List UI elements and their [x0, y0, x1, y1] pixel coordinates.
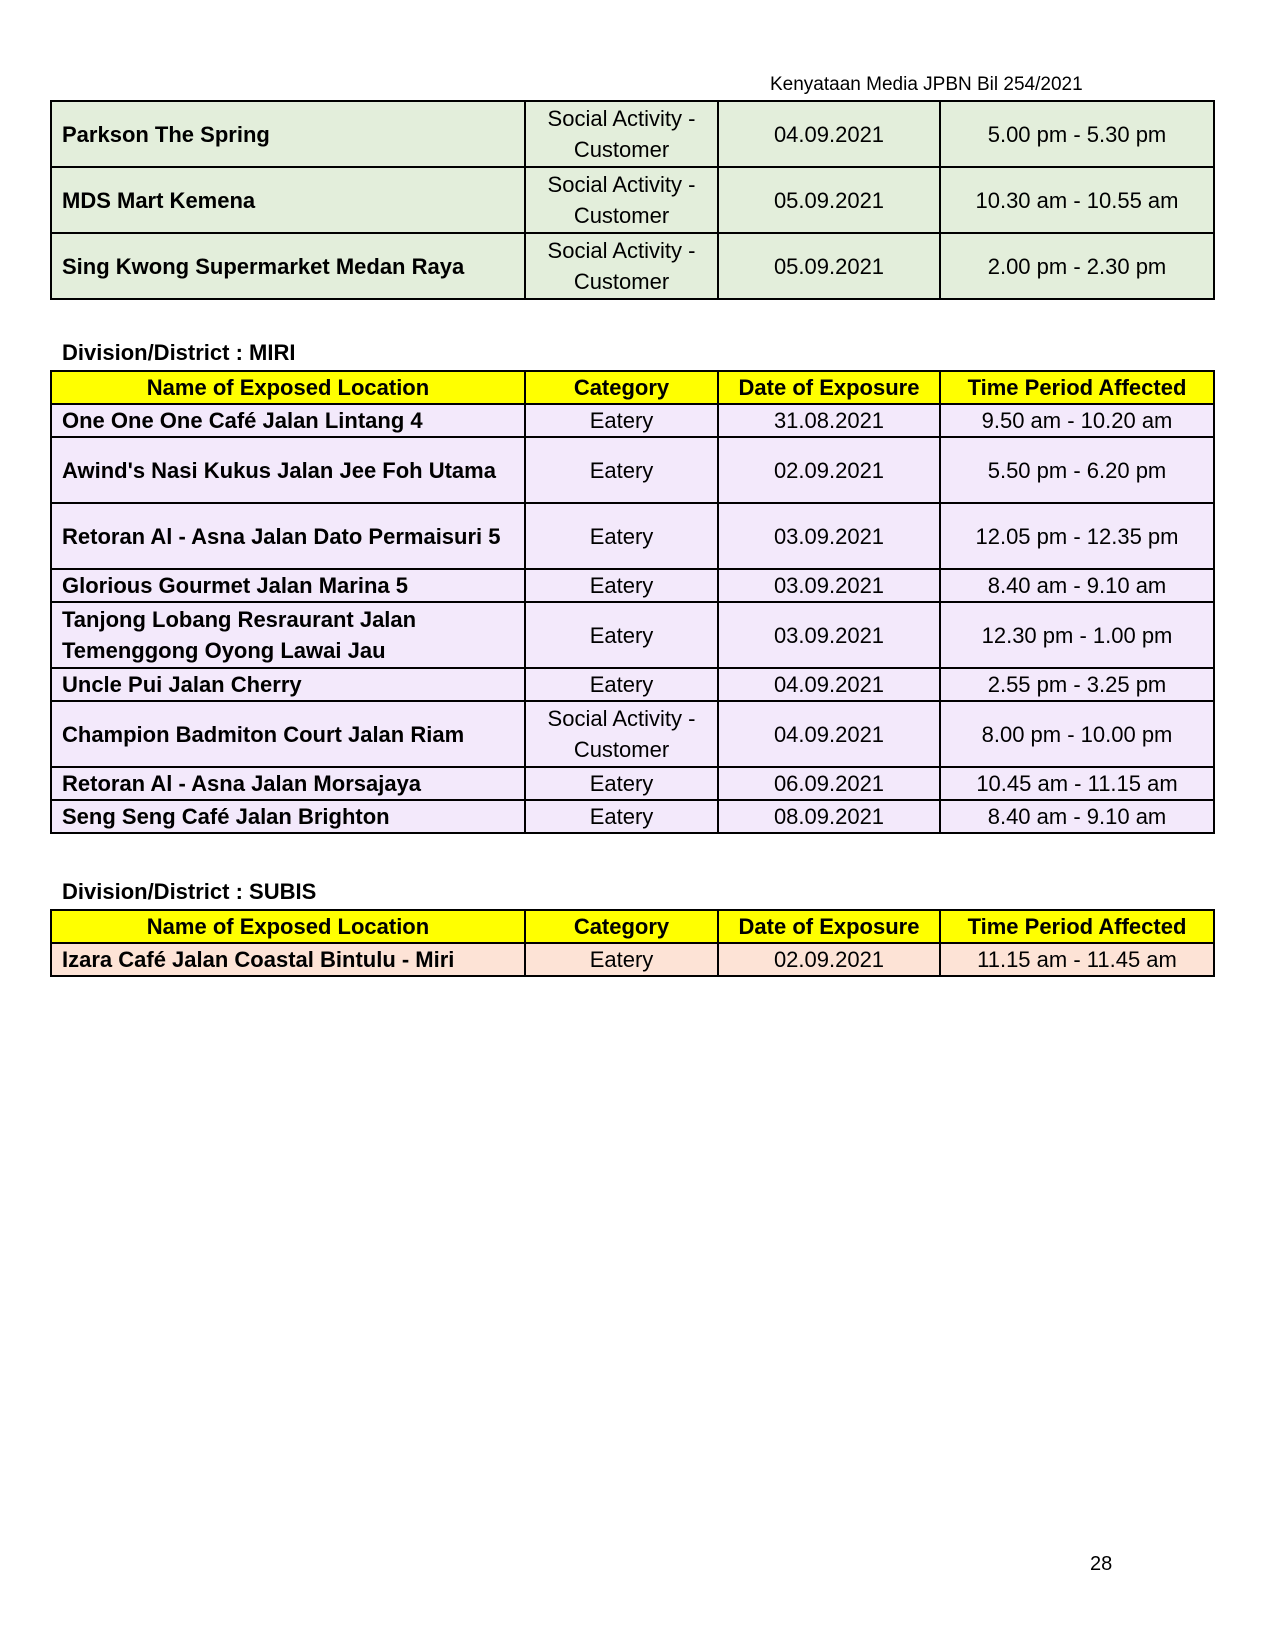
table-header-row — [51, 910, 1214, 943]
table-row — [51, 602, 1214, 668]
exposure-date: 04.09.2021 — [718, 701, 940, 767]
category: Eatery — [525, 404, 718, 437]
header-time: Time Period Affected — [940, 371, 1214, 404]
table-row — [51, 767, 1214, 800]
header-category: Category — [525, 371, 718, 404]
category: Eatery — [525, 668, 718, 701]
category: Social Activity - Customer — [525, 167, 718, 233]
exposure-date: 04.09.2021 — [718, 668, 940, 701]
location-name: Seng Seng Café Jalan Brighton — [51, 800, 525, 833]
exposure-date: 03.09.2021 — [718, 569, 940, 602]
exposure-date: 08.09.2021 — [718, 800, 940, 833]
header-location: Name of Exposed Location — [51, 910, 525, 943]
table-row — [51, 668, 1214, 701]
location-name: Retoran Al - Asna Jalan Dato Permaisuri 5 — [51, 503, 525, 569]
category: Eatery — [525, 569, 718, 602]
time-period: 10.30 am - 10.55 am — [940, 167, 1214, 233]
miri-table — [50, 370, 1215, 834]
category: Eatery — [525, 503, 718, 569]
table-row — [51, 437, 1214, 503]
exposure-date: 02.09.2021 — [718, 943, 940, 976]
location-name: One One One Café Jalan Lintang 4 — [51, 404, 525, 437]
section-label-subis: Division/District : SUBIS — [62, 879, 317, 904]
exposure-date: 03.09.2021 — [718, 602, 940, 668]
location-name: Sing Kwong Supermarket Medan Raya — [51, 233, 525, 299]
time-period: 5.50 pm - 6.20 pm — [940, 437, 1214, 503]
time-period: 8.00 pm - 10.00 pm — [940, 701, 1214, 767]
category: Eatery — [525, 602, 718, 668]
location-name: Champion Badmiton Court Jalan Riam — [51, 701, 525, 767]
exposure-date: 03.09.2021 — [718, 503, 940, 569]
table-row — [51, 233, 1214, 299]
table-row — [51, 404, 1214, 437]
exposure-date: 05.09.2021 — [718, 167, 940, 233]
time-period: 5.00 pm - 5.30 pm — [940, 101, 1214, 167]
location-name: Tanjong Lobang Resraurant Jalan Temenggong Oyong Lawai Jau — [51, 602, 525, 668]
time-period: 8.40 am - 9.10 am — [940, 800, 1214, 833]
page-number: 28 — [1090, 1553, 1113, 1575]
time-period: 10.45 am - 11.15 am — [940, 767, 1214, 800]
exposure-date: 02.09.2021 — [718, 437, 940, 503]
time-period: 2.00 pm - 2.30 pm — [940, 233, 1214, 299]
category: Social Activity - Customer — [525, 101, 718, 167]
time-period: 11.15 am - 11.45 am — [940, 943, 1214, 976]
table-row — [51, 800, 1214, 833]
location-name: Retoran Al - Asna Jalan Morsajaya — [51, 767, 525, 800]
category: Eatery — [525, 800, 718, 833]
location-name: Glorious Gourmet Jalan Marina 5 — [51, 569, 525, 602]
location-name: Izara Café Jalan Coastal Bintulu - Miri — [51, 943, 525, 976]
exposure-date: 05.09.2021 — [718, 233, 940, 299]
category: Social Activity - Customer — [525, 701, 718, 767]
time-period: 12.05 pm - 12.35 pm — [940, 503, 1214, 569]
subis-table — [50, 909, 1215, 977]
table-row — [51, 167, 1214, 233]
exposure-date: 06.09.2021 — [718, 767, 940, 800]
table-header-row — [51, 371, 1214, 404]
header-time: Time Period Affected — [940, 910, 1214, 943]
location-name: Awind's Nasi Kukus Jalan Jee Foh Utama — [51, 437, 525, 503]
category: Eatery — [525, 767, 718, 800]
table-row — [51, 701, 1214, 767]
header-location: Name of Exposed Location — [51, 371, 525, 404]
time-period: 12.30 pm - 1.00 pm — [940, 602, 1214, 668]
table-row — [51, 101, 1214, 167]
top-continuation-table — [50, 100, 1215, 300]
category: Eatery — [525, 437, 718, 503]
time-period: 8.40 am - 9.10 am — [940, 569, 1214, 602]
location-name: MDS Mart Kemena — [51, 167, 525, 233]
location-name: Uncle Pui Jalan Cherry — [51, 668, 525, 701]
time-period: 2.55 pm - 3.25 pm — [940, 668, 1214, 701]
exposure-date: 31.08.2021 — [718, 404, 940, 437]
header-date: Date of Exposure — [718, 910, 940, 943]
exposure-date: 04.09.2021 — [718, 101, 940, 167]
document-reference: Kenyataan Media JPBN Bil 254/2021 — [770, 74, 1083, 95]
location-name: Parkson The Spring — [51, 101, 525, 167]
table-row — [51, 569, 1214, 602]
table-row — [51, 503, 1214, 569]
section-label-miri: Division/District : MIRI — [62, 340, 296, 365]
header-category: Category — [525, 910, 718, 943]
category: Social Activity - Customer — [525, 233, 718, 299]
category: Eatery — [525, 943, 718, 976]
time-period: 9.50 am - 10.20 am — [940, 404, 1214, 437]
header-date: Date of Exposure — [718, 371, 940, 404]
table-row — [51, 943, 1214, 976]
